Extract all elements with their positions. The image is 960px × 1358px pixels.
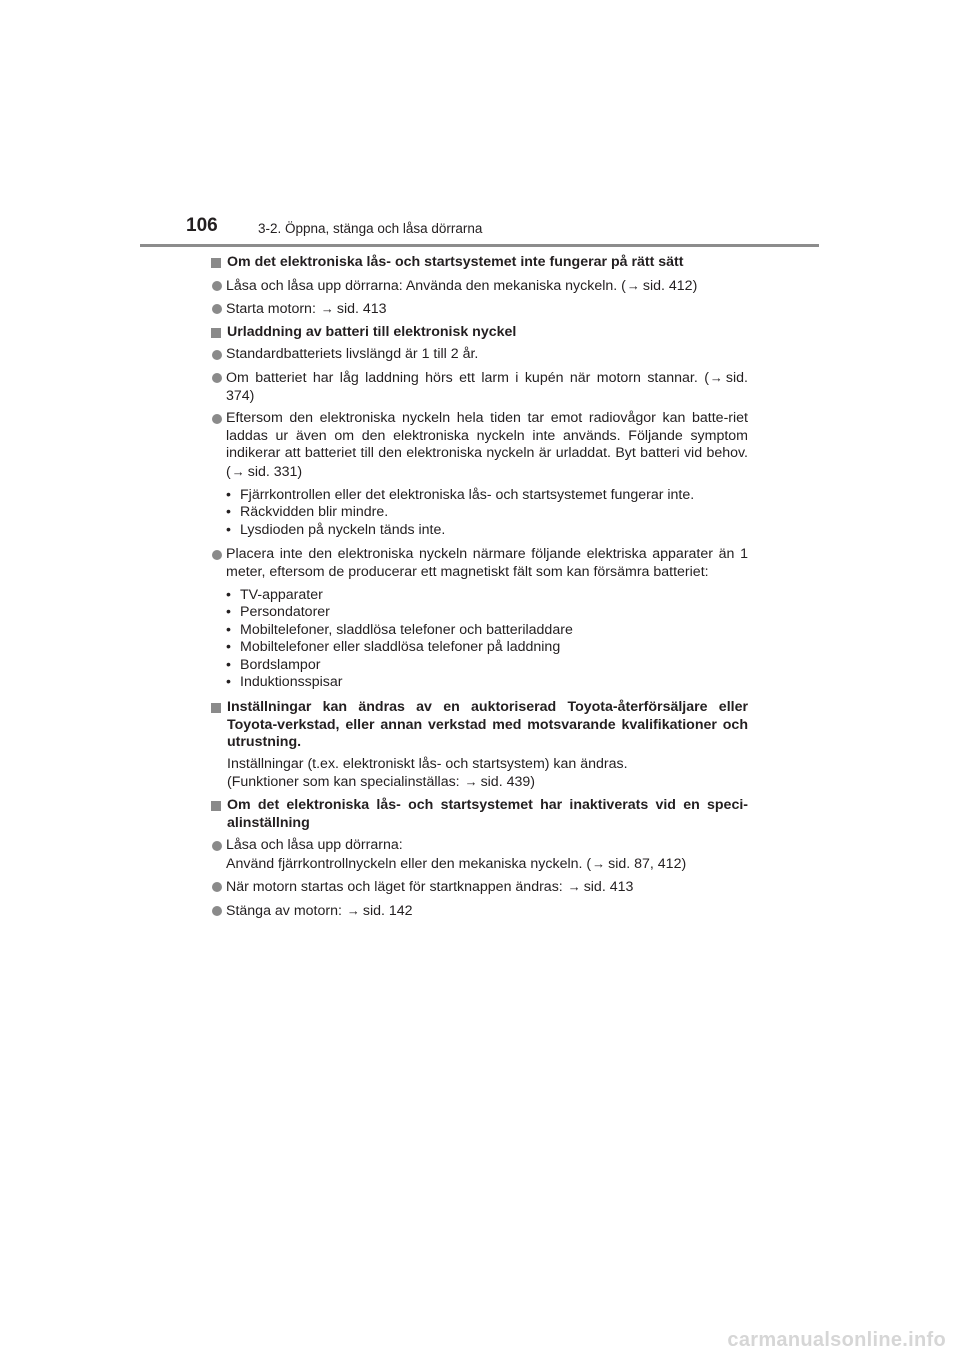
gray-square-icon xyxy=(211,258,221,268)
item-text: Placera inte den elektroniska nyckeln närmare följande elektriska apparater än 1 meter, eftersom de producerar ett magnetiskt fält som kan försämra batteriet: xyxy=(226,546,748,580)
list-item xyxy=(210,902,748,921)
section-heading xyxy=(210,254,748,272)
gray-circle-icon xyxy=(212,414,222,424)
right-arrow-icon: → xyxy=(231,463,245,479)
page-content xyxy=(210,254,748,926)
gray-circle-icon xyxy=(212,304,222,314)
right-arrow-icon: → xyxy=(567,879,581,895)
page-number: 106 xyxy=(186,215,218,236)
sub-list-item: • Bordslampor xyxy=(226,656,321,673)
heading-text: Inställningar kan ändras av en auktoriserad Toyota-återförsäljare eller Toyota-verkstad, eller annan verkstad med motsvarande kvalifikationer och utrustning. xyxy=(227,699,748,751)
heading-text: Om det elektroniska lås- och startsystemet inte fungerar på rätt sätt xyxy=(227,254,684,270)
gray-square-icon xyxy=(211,801,221,811)
sub-list-item: • Räckvidden blir mindre. xyxy=(226,504,389,521)
page-header xyxy=(186,215,818,247)
sub-list-item: • Fjärrkontrollen eller det elektroniska lås- och startsystemet fungerar inte. xyxy=(226,486,695,503)
list-item xyxy=(210,546,748,581)
item-text: Stänga av motorn: xyxy=(226,903,346,919)
gray-circle-icon xyxy=(212,841,222,851)
site-watermark: carmanualsonline.info xyxy=(727,1329,946,1351)
right-arrow-icon: → xyxy=(320,301,334,317)
gray-circle-icon xyxy=(212,350,222,360)
item-text: Standardbatteriets livslängd är 1 till 2 år. xyxy=(226,346,479,363)
paragraph xyxy=(210,756,748,792)
right-arrow-icon: → xyxy=(346,903,360,918)
sub-list-item: • Mobiltelefoner eller sladdlösa telefoner på laddning xyxy=(226,639,561,656)
list-item xyxy=(210,346,748,364)
item-text: Eftersom den elektroniska nyckeln hela tiden tar emot radiovågor kan batte-riet laddas ur även om den elektroniska nyckeln inte används. Följande symptom indikerar att batteriet till den elektroniska nyckeln är urladdat. Byt batteri vid behov. ( xyxy=(226,410,748,480)
gray-square-icon xyxy=(211,328,221,338)
item-text: Starta motorn: xyxy=(226,301,320,318)
item-text: När motorn startas och läget för startknappen ändras: xyxy=(226,879,567,896)
paragraph-line: (Funktioner som kan specialinställas: → sid. 439) xyxy=(227,774,535,791)
right-arrow-icon: → xyxy=(709,369,723,385)
gray-circle-icon xyxy=(212,550,222,560)
page-reference: sid. 331) xyxy=(247,463,303,480)
section-heading xyxy=(210,699,748,752)
list-item xyxy=(210,300,748,319)
list-item xyxy=(210,410,748,481)
right-arrow-icon: → xyxy=(592,855,606,871)
sub-list-item: • Persondatorer xyxy=(226,604,330,621)
page-reference: sid. 413 xyxy=(583,879,634,896)
paragraph-line: Inställningar (t.ex. elektroniskt lås- och startsystem) kan ändras. xyxy=(227,755,628,772)
sub-list-item: • Mobiltelefoner, sladdlösa telefoner och batteriladdare xyxy=(226,621,573,638)
list-item xyxy=(210,878,748,897)
right-arrow-icon: → xyxy=(464,774,478,790)
item-text: Låsa och låsa upp dörrarna: Använda den mekaniska nyckeln. ( xyxy=(226,277,626,294)
gray-circle-icon xyxy=(212,373,222,383)
page-reference: sid. 439) xyxy=(480,774,535,791)
item-text: Använd fjärrkontrollnyckeln eller den mekaniska nyckeln. ( xyxy=(226,855,592,872)
sub-list-item: • Induktionsspisar xyxy=(226,674,343,691)
page-reference: sid. 374) xyxy=(226,369,748,404)
heading-text: Urladdning av batteri till elektronisk nyckel xyxy=(227,323,517,340)
gray-circle-icon xyxy=(212,906,222,916)
gray-circle-icon xyxy=(212,281,222,291)
heading-text: Om det elektroniska lås- och startsystemet har inaktiverats vid en speci-alinställning xyxy=(227,797,748,831)
symptom-list xyxy=(210,487,748,540)
sub-list-item: • Lysdioden på nyckeln tänds inte. xyxy=(226,521,446,538)
gray-square-icon xyxy=(211,703,221,713)
gray-circle-icon xyxy=(212,882,222,892)
appliance-list xyxy=(210,587,748,693)
item-text: Om batteriet har låg laddning hörs ett larm i kupén när motorn stannar. ( xyxy=(226,369,709,386)
chapter-title: 3-2. Öppna, stänga och låsa dörrarna xyxy=(258,221,483,236)
page-reference: sid. 87, 412) xyxy=(608,855,687,872)
right-arrow-icon: → xyxy=(626,277,640,293)
section-heading xyxy=(210,324,748,342)
item-text: Låsa och låsa upp dörrarna: xyxy=(226,837,403,854)
section-heading xyxy=(210,797,748,832)
list-item xyxy=(210,277,748,296)
list-item xyxy=(210,837,748,873)
page-reference: sid. 142 xyxy=(362,903,413,919)
page-reference: sid. 413 xyxy=(336,301,387,318)
page-reference: sid. 412) xyxy=(642,277,698,294)
sub-list-item: • TV-apparater xyxy=(226,586,323,603)
list-item xyxy=(210,369,748,405)
header-divider xyxy=(140,244,819,247)
